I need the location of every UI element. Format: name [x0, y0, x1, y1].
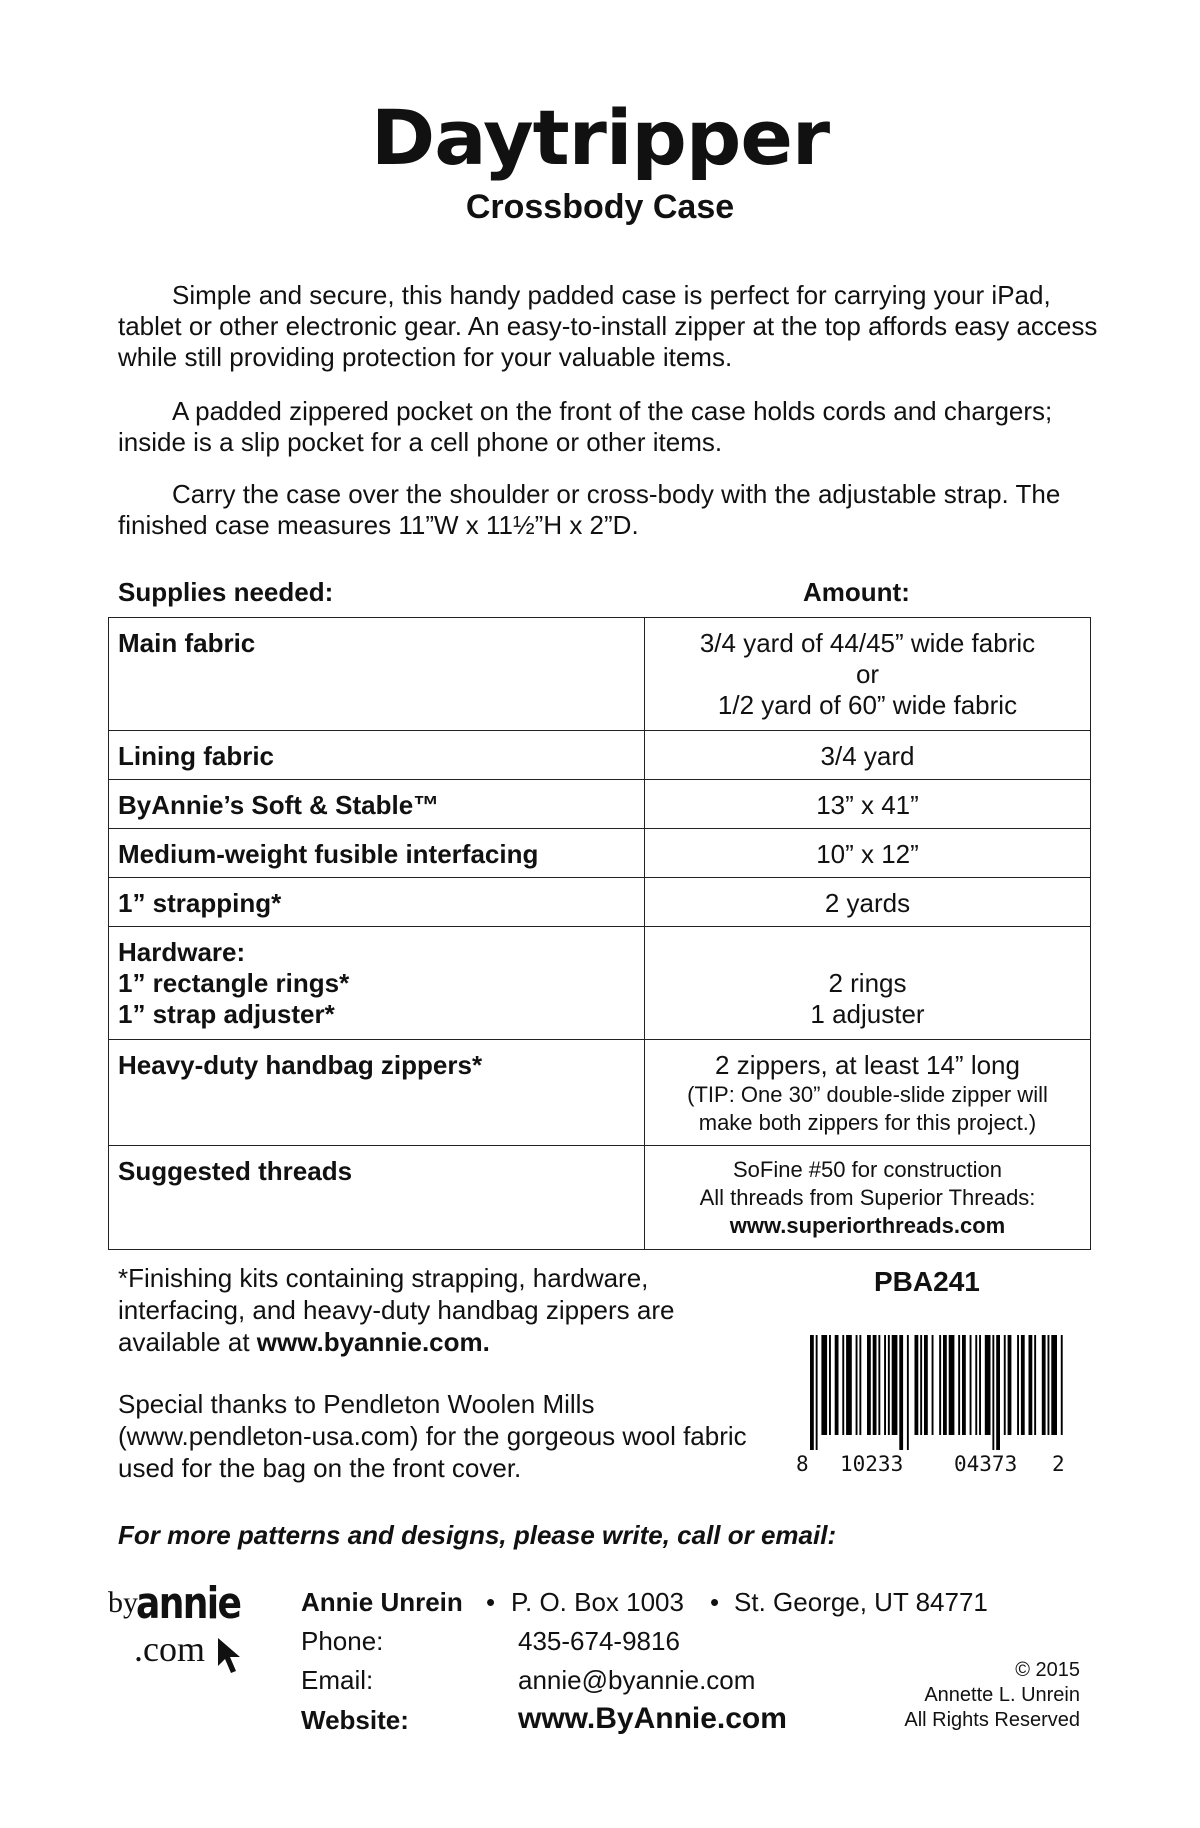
copyright-line: All Rights Reserved	[904, 1709, 1080, 1731]
supplies-column-header: Supplies needed:	[118, 577, 334, 607]
supply-amount: 10” x 12”	[816, 839, 919, 869]
barcode-digit-group: 8	[796, 1452, 809, 1476]
logo-annie-text: annie	[136, 1578, 241, 1629]
supply-amount: 3/4 yard of 44/45” wide fabric	[699, 628, 1036, 658]
supply-item-cell	[109, 829, 645, 878]
barcode	[810, 1335, 1066, 1450]
barcode-digit-group: 10233	[840, 1452, 904, 1476]
description-text: Simple and secure, this handy padded case is perfect for carrying your iPad, tablet or other electronic gear. An easy-to-install zipper at the top affords easy access while still providing protection for your valuable items.	[118, 280, 1098, 372]
supply-amount: 2 rings	[828, 968, 907, 998]
contact-address: P. O. Box 1003	[511, 1587, 684, 1617]
barcode-digit-group: 2	[1052, 1452, 1065, 1476]
supply-item-name: Lining fabric	[118, 741, 274, 771]
description-paragraph	[118, 280, 1098, 373]
page-title: Daytripper	[370, 93, 830, 182]
supply-amount-cell	[645, 731, 1091, 780]
barcode-digit-group: 04373	[954, 1452, 1018, 1476]
supply-item-name: 1” rectangle rings*	[118, 968, 350, 998]
supply-amount: 1/2 yard of 60” wide fabric	[717, 690, 1018, 720]
website-label: Website:	[301, 1705, 409, 1735]
supply-item-name: Suggested threads	[118, 1156, 353, 1186]
table-row	[109, 878, 1091, 927]
description-paragraph	[118, 479, 1098, 541]
supply-item-name: Medium-weight fusible interfacing	[118, 839, 539, 869]
table-row	[109, 829, 1091, 878]
byannie-logo	[108, 1578, 258, 1688]
arrow-cursor-icon	[216, 1636, 244, 1676]
copyright-notice	[870, 1658, 1080, 1733]
supply-item-cell	[109, 731, 645, 780]
finishing-kits-note	[118, 1262, 758, 1358]
description-text: A padded zippered pocket on the front of the case holds cords and chargers; inside is a slip pocket for a cell phone or other items.	[118, 396, 1053, 457]
contact-call-to-action: For more patterns and designs, please write, call or email:	[118, 1520, 837, 1550]
supply-item-cell	[109, 1040, 645, 1146]
copyright-line: © 2015	[1015, 1659, 1080, 1681]
phone-number[interactable]: 435-674-9816	[518, 1626, 680, 1656]
supply-amount: 2 zippers, at least 14” long	[715, 1050, 1020, 1080]
supply-amount-cell	[645, 1040, 1091, 1146]
phone-label: Phone:	[301, 1626, 384, 1656]
finishing-kits-text: *Finishing kits containing strapping, hardware, interfacing, and heavy-duty handbag zippers are available at	[118, 1263, 675, 1357]
supply-item-name: 1” strap adjuster*	[118, 999, 335, 1029]
page-subtitle: Crossbody Case	[465, 188, 735, 226]
amount-column-header: Amount:	[803, 577, 910, 607]
supply-item-cell	[109, 618, 645, 731]
table-row	[109, 731, 1091, 780]
supply-item-cell	[109, 927, 645, 1040]
byannie-link[interactable]: www.byannie.com.	[256, 1327, 490, 1357]
supply-amount: 13” x 41”	[816, 790, 919, 820]
supply-amount: or	[855, 659, 880, 689]
supply-note: All threads from Superior Threads:	[699, 1185, 1036, 1210]
supply-amount-cell	[645, 780, 1091, 829]
special-thanks: Special thanks to Pendleton Woolen Mills (www.pendleton-usa.com) for the gorgeous wool fabric used for the bag on the front cover.	[118, 1389, 747, 1483]
supply-amount: 2 yards	[824, 888, 911, 918]
supply-amount-cell	[645, 878, 1091, 927]
supply-item-name: Main fabric	[118, 628, 256, 658]
superior-threads-link[interactable]: www.superiorthreads.com	[729, 1213, 1006, 1238]
product-sku: PBA241	[874, 1266, 980, 1297]
contact-separator: •	[486, 1587, 496, 1617]
description-text: Carry the case over the shoulder or cross-body with the adjustable strap. The finished case measures 11”W x 11½”H x 2”D.	[118, 479, 1061, 540]
logo-by-text: by	[108, 1586, 138, 1619]
supply-item-cell	[109, 1146, 645, 1250]
supply-item-name: Heavy-duty handbag zippers*	[118, 1050, 483, 1080]
contact-name: Annie Unrein	[301, 1587, 463, 1617]
supply-item-name: Hardware:	[118, 937, 246, 967]
supply-note: make both zippers for this project.)	[698, 1110, 1037, 1135]
supply-amount-cell	[645, 927, 1091, 1040]
contact-separator: •	[710, 1587, 720, 1617]
supply-item-name: 1” strapping*	[118, 888, 282, 918]
website-link[interactable]: www.ByAnnie.com	[518, 1702, 787, 1735]
table-row	[109, 1040, 1091, 1146]
table-row	[109, 780, 1091, 829]
logo-com-text: .com	[134, 1629, 205, 1669]
supply-amount-cell	[645, 1146, 1091, 1250]
supply-note: (TIP: One 30” double-slide zipper will	[687, 1082, 1048, 1107]
email-label: Email:	[301, 1665, 374, 1695]
copyright-line: Annette L. Unrein	[924, 1684, 1080, 1706]
supply-item-name: ByAnnie’s Soft & Stable™	[118, 790, 440, 820]
description-paragraph	[118, 396, 1098, 458]
supply-amount-cell	[645, 829, 1091, 878]
supply-amount-cell	[645, 618, 1091, 731]
supplies-table	[108, 617, 1091, 1250]
supply-item-cell	[109, 780, 645, 829]
contact-city: St. George, UT 84771	[734, 1587, 988, 1617]
table-row	[109, 618, 1091, 731]
table-row	[109, 1146, 1091, 1250]
supply-item-cell	[109, 878, 645, 927]
table-row	[109, 927, 1091, 1040]
supply-amount: 3/4 yard	[820, 741, 915, 771]
supply-note: SoFine #50 for construction	[732, 1157, 1003, 1182]
supply-amount: 1 adjuster	[810, 999, 925, 1029]
supply-amount-spacer	[651, 937, 1084, 968]
email-address[interactable]: annie@byannie.com	[518, 1665, 756, 1695]
